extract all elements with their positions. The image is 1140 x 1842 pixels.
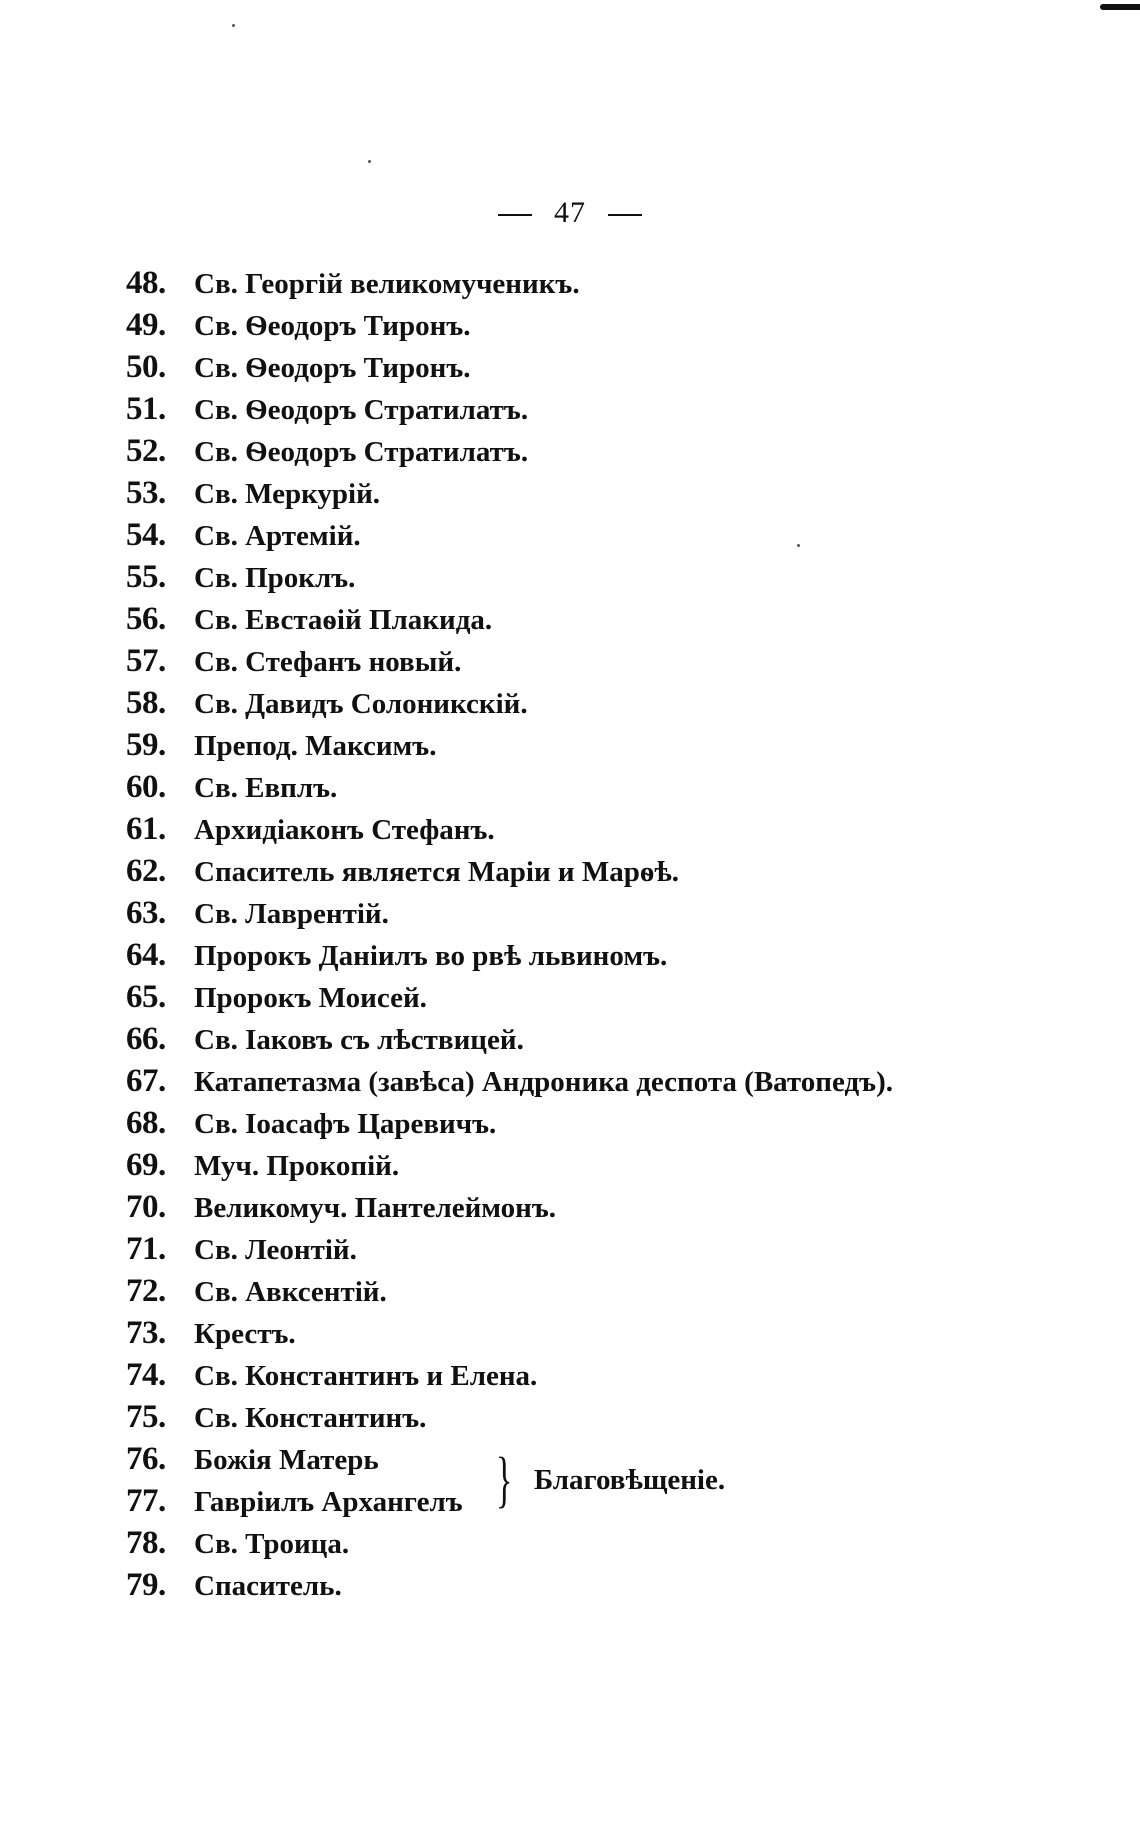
page-number-value: 47 — [554, 196, 586, 229]
entry-text: Св. Стефанъ новый. — [194, 646, 462, 678]
entry-number: 79. — [126, 1567, 166, 1603]
page-number-dash-right — [608, 214, 642, 216]
list-item — [126, 430, 1126, 472]
list-item — [126, 1018, 1126, 1060]
entry-number: 57. — [126, 643, 166, 679]
entry-number: 66. — [126, 1021, 166, 1057]
entry-number: 51. — [126, 391, 166, 427]
entry-text: Катапетазма (завѣса) Андроника деспота (Ватопедъ). — [194, 1066, 893, 1098]
entry-text: Св. Ѳеодоръ Стратилатъ. — [194, 436, 529, 468]
entry-number: 62. — [126, 853, 166, 889]
entry-text: Св. Давидъ Солоникскій. — [194, 688, 528, 720]
list-item — [126, 1312, 1126, 1354]
list-item — [126, 262, 1126, 304]
entry-text: Св. Іоасафъ Царевичъ. — [194, 1108, 497, 1140]
entry-text: Св. Ѳеодоръ Тиронъ. — [194, 352, 471, 384]
entry-number: 77. — [126, 1483, 166, 1519]
page-number — [0, 196, 1140, 230]
entry-number: 55. — [126, 559, 166, 595]
list-item — [126, 598, 1126, 640]
entry-text: Архидіаконъ Стефанъ. — [194, 814, 495, 846]
list-item — [126, 1060, 1126, 1102]
list-item — [126, 514, 1126, 556]
entry-text: Муч. Прокопій. — [194, 1150, 400, 1182]
entry-number: 68. — [126, 1105, 166, 1141]
entry-text: Пророкъ Моисей. — [194, 982, 427, 1014]
entry-number: 63. — [126, 895, 166, 931]
entry-number: 60. — [126, 769, 166, 805]
entry-text: Пророкъ Даніилъ во рвѣ львиномъ. — [194, 940, 668, 972]
entry-list — [126, 262, 1126, 1606]
entry-number: 76. — [126, 1441, 166, 1477]
entry-number: 52. — [126, 433, 166, 469]
list-item — [126, 766, 1126, 808]
entry-text: Св. Проклъ. — [194, 562, 356, 594]
entry-text: Крестъ. — [194, 1318, 296, 1350]
list-item — [126, 556, 1126, 598]
entry-text: Св. Леонтій. — [194, 1234, 357, 1266]
list-item — [126, 1564, 1126, 1606]
list-item — [126, 640, 1126, 682]
entry-number: 58. — [126, 685, 166, 721]
entry-text: Св. Авксентій. — [194, 1276, 387, 1308]
entry-text: Св. Ѳеодоръ Стратилатъ. — [194, 394, 529, 426]
entry-number: 70. — [126, 1189, 166, 1225]
entry-text: Спаситель является Маріи и Марѳѣ. — [194, 856, 680, 888]
scan-speck — [368, 160, 371, 163]
entry-number: 53. — [126, 475, 166, 511]
entry-text: Св. Артемій. — [194, 520, 361, 552]
entry-number: 71. — [126, 1231, 166, 1267]
entry-number: 49. — [126, 307, 166, 343]
list-item — [126, 472, 1126, 514]
group-note: Благовѣщеніе. — [534, 1464, 726, 1496]
entry-number: 74. — [126, 1357, 166, 1393]
list-item — [126, 304, 1126, 346]
entry-number: 67. — [126, 1063, 166, 1099]
list-item — [126, 1102, 1126, 1144]
entry-number: 61. — [126, 811, 166, 847]
list-item — [126, 1354, 1126, 1396]
list-item — [126, 682, 1126, 724]
list-item — [126, 1228, 1126, 1270]
list-item — [126, 850, 1126, 892]
list-item — [126, 1522, 1126, 1564]
entry-text: Св. Георгій великомученикъ. — [194, 268, 580, 300]
list-item — [126, 976, 1126, 1018]
entry-text: Св. Ѳеодоръ Тиронъ. — [194, 310, 471, 342]
entry-number: 65. — [126, 979, 166, 1015]
entry-text: Божія Матерь — [194, 1444, 379, 1476]
entry-text: Св. Меркурій. — [194, 478, 381, 510]
entry-number: 59. — [126, 727, 166, 763]
scan-speck — [232, 24, 235, 27]
entry-number: 73. — [126, 1315, 166, 1351]
list-item — [126, 346, 1126, 388]
entry-text: Св. Іаковъ съ лѣствицей. — [194, 1024, 524, 1056]
entry-number: 48. — [126, 265, 166, 301]
page-number-dash-left — [498, 214, 532, 216]
list-item — [126, 388, 1126, 430]
entry-number: 78. — [126, 1525, 166, 1561]
entry-text: Св. Евстаѳій Плакида. — [194, 604, 493, 636]
entry-text: Гавріилъ Архангелъ — [194, 1486, 463, 1518]
entry-text: Препод. Максимъ. — [194, 730, 437, 762]
list-item — [126, 934, 1126, 976]
entry-text: Св. Евплъ. — [194, 772, 338, 804]
list-item — [126, 1270, 1126, 1312]
entry-group — [126, 1438, 1126, 1522]
entry-number: 50. — [126, 349, 166, 385]
group-brace: } — [496, 1446, 513, 1514]
entry-text: Св. Константинъ и Елена. — [194, 1360, 538, 1392]
list-item — [126, 892, 1126, 934]
entry-number: 56. — [126, 601, 166, 637]
entry-text: Св. Лаврентій. — [194, 898, 389, 930]
entry-text: Св. Троица. — [194, 1528, 350, 1560]
list-item — [126, 808, 1126, 850]
entry-text: Спаситель. — [194, 1570, 342, 1602]
entry-text: Св. Константинъ. — [194, 1402, 427, 1434]
entry-number: 64. — [126, 937, 166, 973]
list-item — [126, 1186, 1126, 1228]
list-item — [126, 1396, 1126, 1438]
list-item — [126, 1144, 1126, 1186]
list-item — [126, 724, 1126, 766]
entry-number: 75. — [126, 1399, 166, 1435]
entry-number: 72. — [126, 1273, 166, 1309]
entry-number: 69. — [126, 1147, 166, 1183]
entry-number: 54. — [126, 517, 166, 553]
entry-text: Великомуч. Пантелеймонъ. — [194, 1192, 557, 1224]
scan-edge-mark — [1100, 4, 1140, 10]
